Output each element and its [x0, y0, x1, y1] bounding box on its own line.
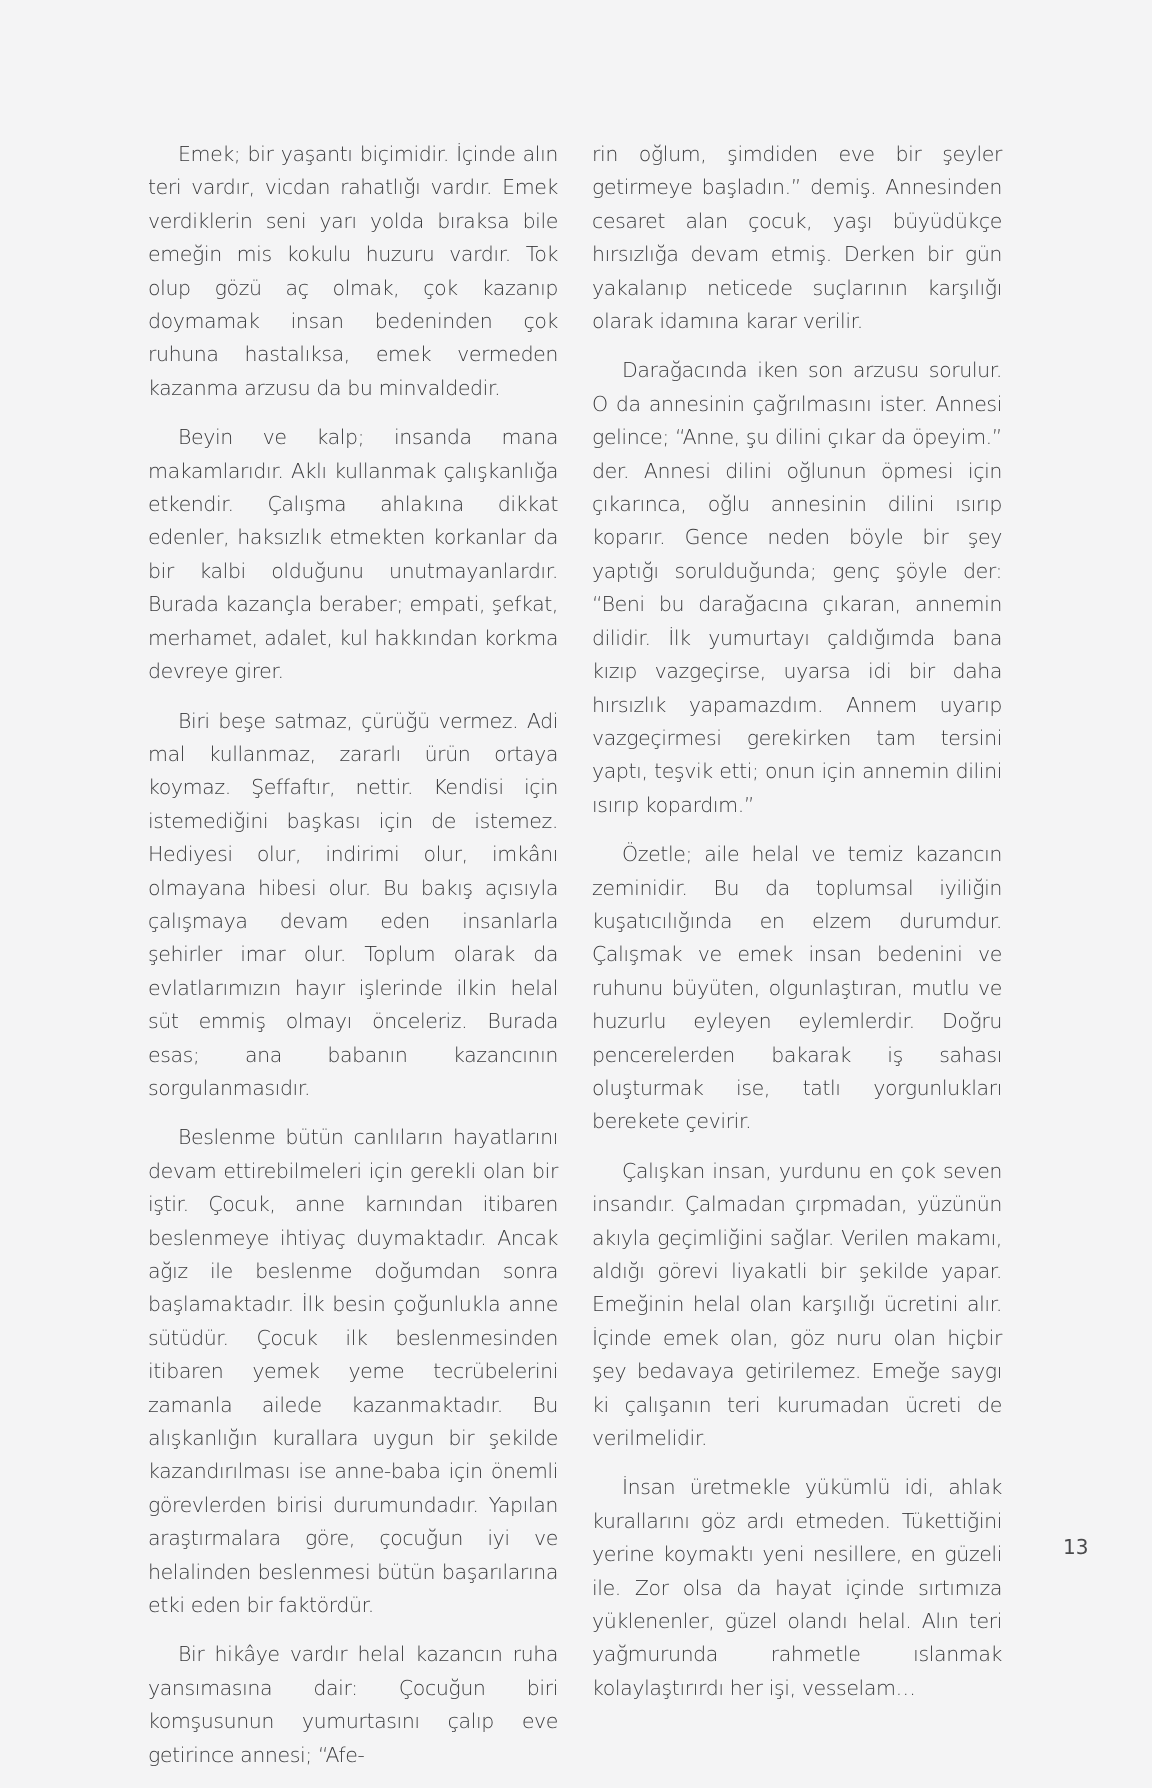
paragraph-continuation: rin oğlum, şimdiden eve bir şeyler getirmeye başladın.” demiş. Annesinden cesaret alan çocuk, yaşı büyüdükçe hırsızlığa devam etmiş. Derken bir gün yakalanıp neticede suçlarının karşılığı olarak idamına karar verilir. — [592, 142, 1002, 334]
paragraph: Özetle; aile helal ve temiz kazancın zeminidir. Bu da toplumsal iyiliğin kuşatıcılığında en elzem durumdur. Çalışmak ve emek insan bedenini ve ruhunu büyüten, olgunlaştıran, mutlu ve huzurlu eyleyen eylemlerdir. Doğru pencerelerden bakarak iş sahası oluşturmak ise, tatlı yorgunlukları berekete çevirir. — [592, 842, 1002, 1134]
paragraph: Beslenme bütün canlıların hayatlarını devam ettirebilmeleri için gerekli olan bir iştir. Çocuk, anne karnından itibaren beslenmeye ihtiyaç duymaktadır. Ancak ağız ile beslenme doğumdan sonra başlamaktadır. İlk besin çoğunlukla anne sütüdür. Çocuk ilk beslenmesinden itibaren yemek yeme tecrübelerini zamanla ailede kazanmaktadır. Bu alışkanlığın kurallara uygun bir şekilde kazandırılması ise anne-baba için önemli görevlerden birisi durumundadır. Yapılan araştırmalara göre, çocuğun iyi ve helalinden beslenmesi bütün başarılarına etki eden bir faktördür. — [148, 1125, 558, 1618]
paragraph: Emek; bir yaşantı biçimidir. İçinde alın teri vardır, vicdan rahatlığı vardır. Emek verdiklerin seni yarı yolda bıraksa bile emeğin mis kokulu huzuru vardır. Tok olup gözü aç olmak, çok kazanıp doymamak insan bedeninden çok ruhuna hastalıksa, emek vermeden kazanma arzusu da bu minvaldedir. — [148, 142, 558, 400]
paragraph: Çalışkan insan, yurdunu en çok seven insandır. Çalmadan çırpmadan, yüzünün akıyla geçimliğini sağlar. Verilen makamı, aldığı görevi liyakatli bir şekilde yapar. Emeğinin helal olan karşılığı ücretini alır. İçinde emek olan, göz nuru olan hiçbir şey bedavaya getirilemez. Emeğe saygı ki çalışanın teri kurumadan ücreti de verilmelidir. — [592, 1158, 1002, 1451]
paragraph: Darağacında iken son arzusu sorulur. O da annesinin çağrılmasını ister. Annesi gelince; “Anne, şu dilini çıkar da öpeyim.” der. Annesi dilini oğlunun öpmesi için çıkarınca, oğlu annesinin dilini ısırıp koparır. Gence neden böyle bir şey yaptığı sorulduğunda; genç şöyle der: “Beni bu darağacına çıkaran, annemin dilidir. İlk yumurtayı çaldığımda bana kızıp vazgeçirse, uyarsa idi bir daha hırsızlık yapamazdım. Annem uyarıp vazgeçirmesi gerekirken tam tersini yaptı, teşvik etti; onun için annemin dilini ısırıp kopardım.” — [592, 358, 1002, 817]
paragraph: Biri beşe satmaz, çürüğü vermez. Adi mal kullanmaz, zararlı ürün ortaya koymaz. Şeffaftır, nettir. Kendisi için istemediğini başkası için de istemez. Hediyesi olur, indirimi olur, imkânı olmayana hibesi olur. Bu bakış açısıyla çalışmaya devam eden insanlarla şehirler imar olur. Toplum olarak da evlatlarımızın hayır işlerinde ilkin helal süt emmiş olmayı önceleriz. Burada esas; ana babanın kazancının sorgulanmasıdır. — [148, 708, 558, 1100]
paragraph: İnsan üretmekle yükümlü idi, ahlak kurallarını göz ardı etmeden. Tükettiğini yerine koymaktı yeni nesillere, en güzeli ile. Zor olsa da hayat içinde sırtımıza yüklenenler, güzel olandı helal. Alın teri yağmurunda rahmetle ıslanmak kolaylaştırırdı her işi, vesselam… — [592, 1475, 1002, 1700]
left-text-column — [148, 138, 558, 1788]
page-number: 13 — [1063, 1535, 1089, 1559]
paragraph: Bir hikâye vardır helal kazancın ruha yansımasına dair: Çocuğun biri komşusunun yumurtasını çalıp eve getirince annesi; “Afe- — [148, 1642, 558, 1767]
right-text-column — [592, 138, 1002, 1721]
paragraph: Beyin ve kalp; insanda mana makamlarıdır. Aklı kullanmak çalışkanlığa etkendir. Çalışma ahlakına dikkat edenler, haksızlık etmekten korkanlar da bir kalbi olduğunu unutmayanlardır. Burada kazançla beraber; empati, şefkat, merhamet, adalet, kul hakkından korkma devreye girer. — [148, 425, 558, 684]
